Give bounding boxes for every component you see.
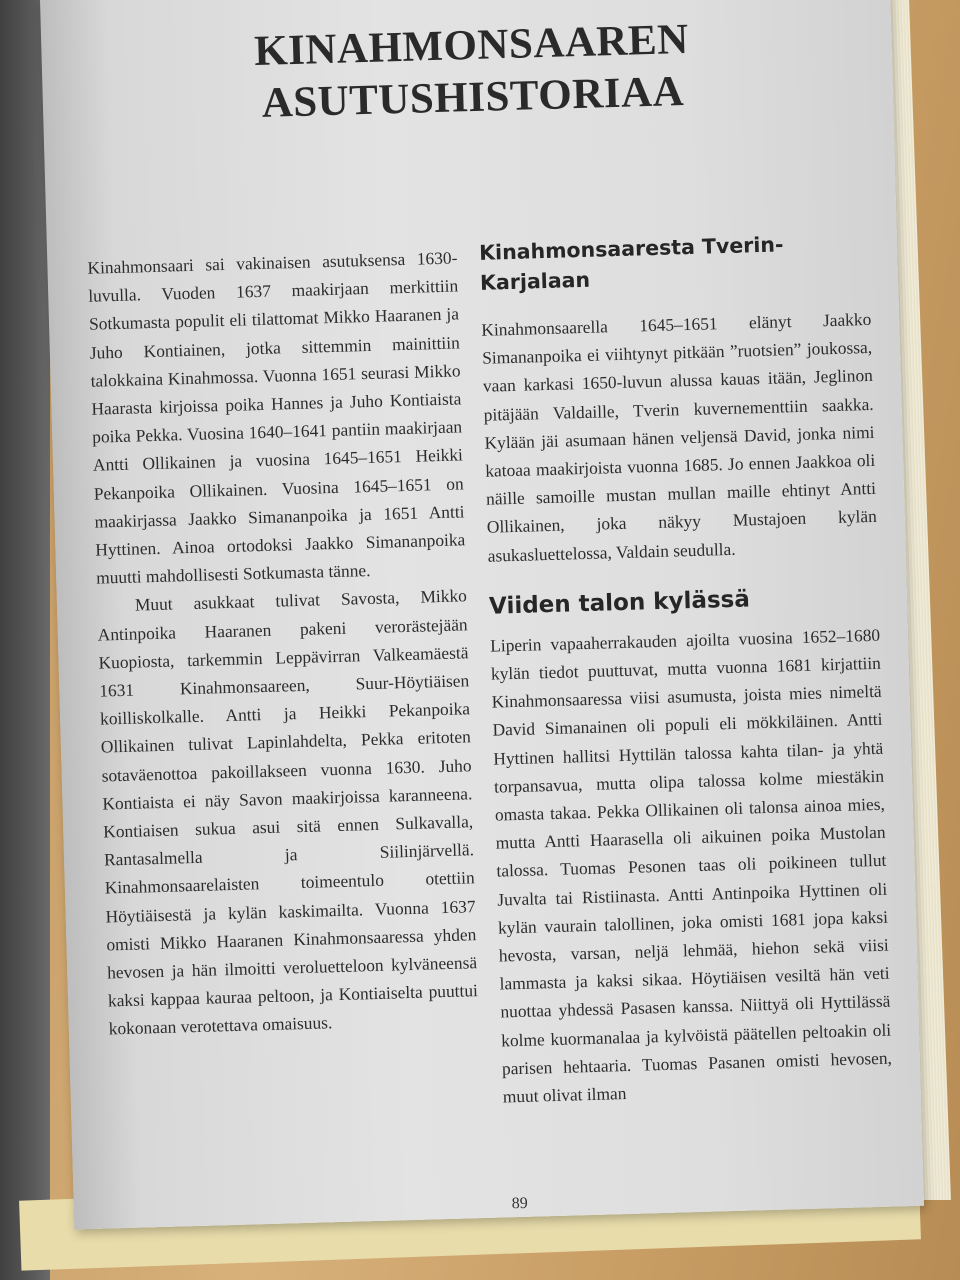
page-number: 89 — [511, 1194, 529, 1213]
section-text-tverin-karjalaan: Kinahmonsaarella 1645–1651 elänyt Jaakko Simananpoika ei viihtynyt pitkään ”ruotsien” joukossa, vaan karkasi 1650-luvun alussa kauas itään, Jeglinon pitäjään Valdaille, Tverin kuvernementtiin saakka. Kylään jäi asumaan hänen veljensä David, jonka nimi katoaa maakirjoista vuonna 1685. Jo ennen Jaakkoa oli näille samoille mustan mullan maille ehtinyt Antti Ollikainen, joka näkyy Mustajoen kylän asukasluettelossa, Valdain seudulla. — [481, 308, 878, 566]
page-title — [241, 14, 704, 131]
title-line-2: ASUTUSHISTORIAA — [261, 68, 685, 127]
section-text-viiden-talon: Liperin vapaaherrakauden ajoilta vuosina 1652–1680 kylän tiedot puuttuvat, mutta vuonna 1681 kirjattiin Kinahmonsaaressa viisi asumusta, joista mies nimeltä David Simanainen oli populi eli mökkiläinen. Antti Hyttinen hallitsi Hyttilän talossa kahta tilan- ja yhtä torpansavua, mutta olipa talossa kolme miestäkin omasta takaa. Pekka Ollikainen oli talonsa ainoa mies, mutta Antti Haarasella oli aikuinen poika Mustolan talossa. Tuomas Pesonen taas oli poikineen tullut Juvalta tai Ristiinasta. Antti Antinpoika Hyttinen oli kylän vaurain talollinen, joka omisti 1681 jopa kaksi hevosta, varsan, neljä lehmää, hiehon sekä viisi lammasta ja kaksi sikaa. Höytiäisen vesiltä hän veti nuottaa yhdessä Pasasen kanssa. Niittyä oli Hyttilässä kolme kuormanalaa ja kylvöistä päätellen peltoakin oli parisen hehtaaria. Tuomas Pasanen omisti hevosen, muut olivat ilman — [489, 624, 893, 1107]
left-paragraph-1: Kinahmonsaari sai vakinaisen asutuksensa 1630-luvulla. Vuoden 1637 maakirjaan merkittiin Sotkumasta populit eli tilattomat Mikko Haaranen ja Juho Kontiainen, jotka sittemmin mainittiin talokkaina Kinahmossa. Vuonna 1651 seurasi Mikko Haarasta kirjoissa poika Hannes ja Juho Kontiaista poika Pekka. Vuosina 1640–1641 pantiin maakirjaan Antti Ollikainen ja vuosina 1645–1651 Heikki Pekanpoika Ollikainen. Vuosina 1645–1651 on maakirjassa Jaakko Simananpoika ja 1651 Antti Hyttinen. Ainoa ortodoksi Jaakko Simananpoika muutti mahdollisesti Sotkumasta tänne. — [87, 247, 466, 588]
right-column — [479, 227, 893, 1111]
left-paragraph-2: Muut asukkaat tulivat Savosta, Mikko Antinpoika Haaranen pakeni verorästejään Kuopiosta, tarkemmin Leppävirran Valkeamäestä 1631 Kinahmonsaareen, Suur-Höytiäisen koilliskolkalle. Antti ja Heikki Pekanpoika Ollikainen tulivat Lapinlahdelta, Pekka eritoten sotaväenottoa pakoillakseen vuonna 1630. Juho Kontiaista ei näy Savon maakirjoissa karanneena. Kontiaisen sukua asui sitä ennen Sulkavalla, Rantasalmella ja Siilinjärvellä. Kinahmonsaarelaisten toimeentulo otettiin Höytiäisestä ja kylän kaskimailta. Vuonna 1637 omisti Mikko Haaranen Kinahmonsaaressa yhden hevosen ja hän ilmoitti veroluetteloon kylväneensä kaksi kappaa kauraa peltoon, ja Kontiaiselta puuttui kokonaan verotettava omaisuus. — [97, 585, 479, 1039]
facing-page-edge — [0, 0, 50, 1280]
book-page — [40, 0, 924, 1230]
section-heading-viiden-talon: Viiden talon kylässä — [488, 586, 751, 620]
left-column — [87, 243, 479, 1043]
title-line-1: KINAHMONSAAREN — [253, 15, 690, 76]
section-heading-tverin-karjalaan: Kinahmonsaaresta Tverin-Karjalaan — [478, 232, 784, 295]
